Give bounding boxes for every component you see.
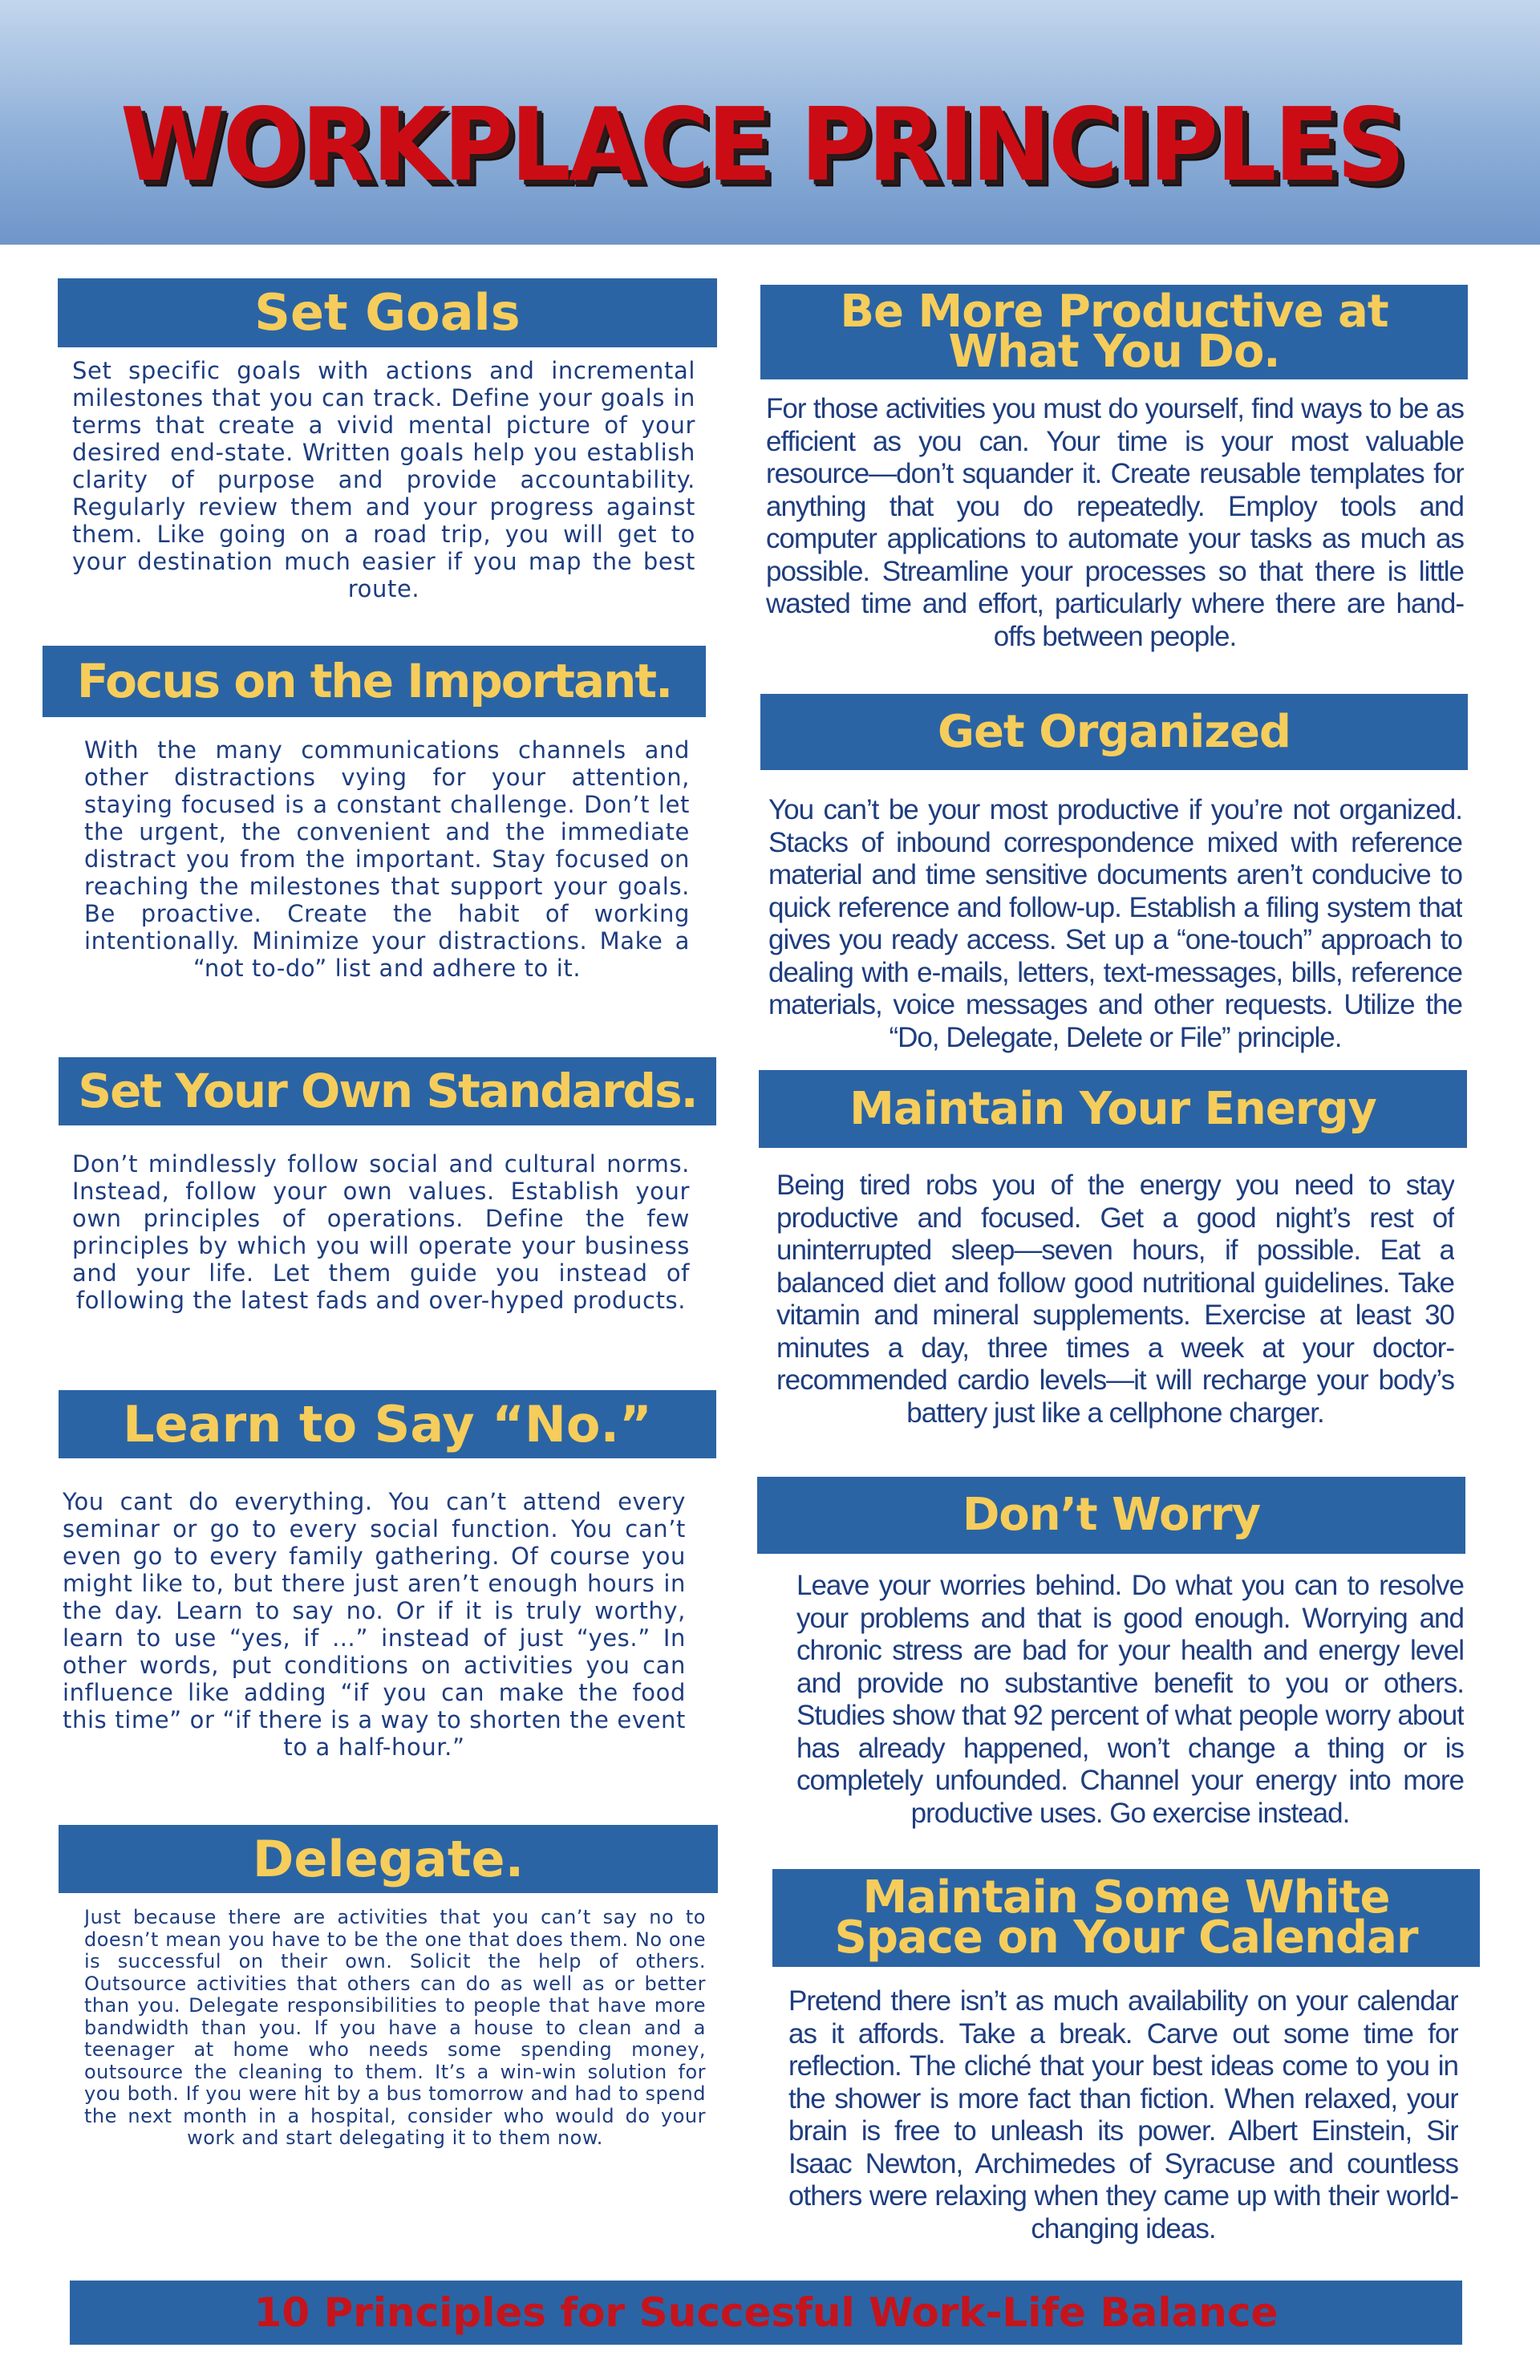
heading-productive-line1: Be More Productive at (840, 286, 1388, 338)
page-title: WORKPLACE PRINCIPLES (120, 86, 1403, 204)
heading-focus: Focus on the Important. (43, 646, 706, 717)
heading-productive (760, 285, 1468, 379)
body-say-no: You cant do everything. You can’t attend every seminar or go to every social function. You can’t even go to every family gathering. Of course you might like to, but there just aren’t enough hours in the day. Learn to say no. Or if it is truly worthy, learn to use “yes, if …” instead of just “yes.” In other words, put conditions on activities you can influence like adding “if you can make the food this time” or “if there is a way to shorten the event to a half-hour.” (63, 1488, 686, 1761)
body-organized: You can’t be your most productive if you’re not organized. Stacks of inbound correspondence mixed with reference material and time sensitive documents aren’t conducive to quick reference and follow-up. Establish a filing system that gives you ready access. Set up a “one-touch” approach to dealing with e-mails, letters, text-messages, bills, reference materials, voice messages and other requests. Utilize the “Do, Delegate, Delete or File” principle. (768, 794, 1462, 1053)
heading-productive-line2: What You Do. (948, 326, 1280, 378)
heading-white-space-line1: Maintain Some White (862, 1871, 1390, 1924)
heading-set-goals: Set Goals (58, 278, 717, 347)
heading-white-space (772, 1869, 1480, 1967)
footer-tagline: 10 Principles for Succesful Work-Life Balance (70, 2281, 1462, 2345)
body-set-goals: Set specific goals with actions and incremental milestones that you can track. Define your goals in terms that create a vivid mental picture of your desired end-state. Written goals help you establish clarity of purpose and provide accountability. Regularly review them and your progress against them. Like going on a road trip, you will get to your destination much easier if you map the best route. (72, 357, 695, 602)
heading-organized: Get Organized (760, 694, 1468, 770)
body-standards: Don’t mindlessly follow social and cultural norms. Instead, follow your own values. Establish your own principles of operations. Define the few principles by which you will operate your business and your life. Let them guide you instead of following the latest fads and over-hyped products. (72, 1150, 690, 1314)
body-white-space: Pretend there isn’t as much availability on your calendar as it affords. Take a break. Carve out some time for reflection. The cliché that your best ideas come to you in the shower is more fact than fiction. When relaxed, your brain is free to unleash its power. Albert Einstein, Sir Isaac Newton, Archimedes of Syracuse and countless others were relaxing when they came up with their world-changing ideas. (788, 1985, 1458, 2244)
body-delegate: Just because there are activities that you can’t say no to doesn’t mean you have to be the one that does them. No one is successful on their own. Solicit the help of others. Outsource activities that others can do as well as or better than you. Delegate responsibilities to people that have more bandwidth than you. If you have a house to clean and a teenager at home who needs some spending money, outsource the cleaning to them. It’s a win-win solution for you both. If you were hit by a bus tomorrow and had to spend the next month in a hospital, consider who would do your work and start delegating it to them now. (84, 1907, 706, 2149)
body-energy: Being tired robs you of the energy you need to stay productive and focused. Get a good night’s rest of uninterrupted sleep—seven hours, if possible. Eat a balanced diet and follow good nutritional guidelines. Take vitamin and mineral supplements. Exercise at least 30 minutes a day, three times a week at your doctor-recommended cardio levels—it will recharge your body’s battery just like a cellphone charger. (776, 1170, 1454, 1429)
body-productive: For those activities you must do yourself, find ways to be as efficient as you can. Your time is your most valuable resource—don’t squander it. Create reusable templates for anything that you do repeatedly. Employ tools and computer applications to automate your tasks as much as possible. Streamline your processes so that there is little wasted time and effort, particularly where there are hand-offs between people. (766, 393, 1464, 652)
body-worry: Leave your worries behind. Do what you can to resolve your problems and that is good enough. Worrying and chronic stress are bad for your health and energy level and provide no substantive benefit to you or others. Studies show that 92 percent of what people worry about has already happened, won’t change a thing or is completely unfounded. Channel your energy into more productive uses. Go exercise instead. (796, 1570, 1464, 1829)
heading-white-space-line2: Space on Your Calendar (834, 1912, 1418, 1964)
heading-energy: Maintain Your Energy (759, 1070, 1467, 1148)
body-focus: With the many communications channels and other distractions vying for your attention, staying focused is a constant challenge. Don’t let the urgent, the convenient and the immediate distract you from the important. Stay focused on reaching the milestones that support your goals. Be proactive. Create the habit of working intentionally. Minimize your distractions. Make a “not to-do” list and adhere to it. (84, 736, 690, 982)
heading-say-no: Learn to Say “No.” (59, 1390, 716, 1458)
heading-worry: Don’t Worry (757, 1477, 1465, 1554)
heading-delegate: Delegate. (59, 1825, 718, 1893)
heading-standards: Set Your Own Standards. (59, 1057, 716, 1125)
